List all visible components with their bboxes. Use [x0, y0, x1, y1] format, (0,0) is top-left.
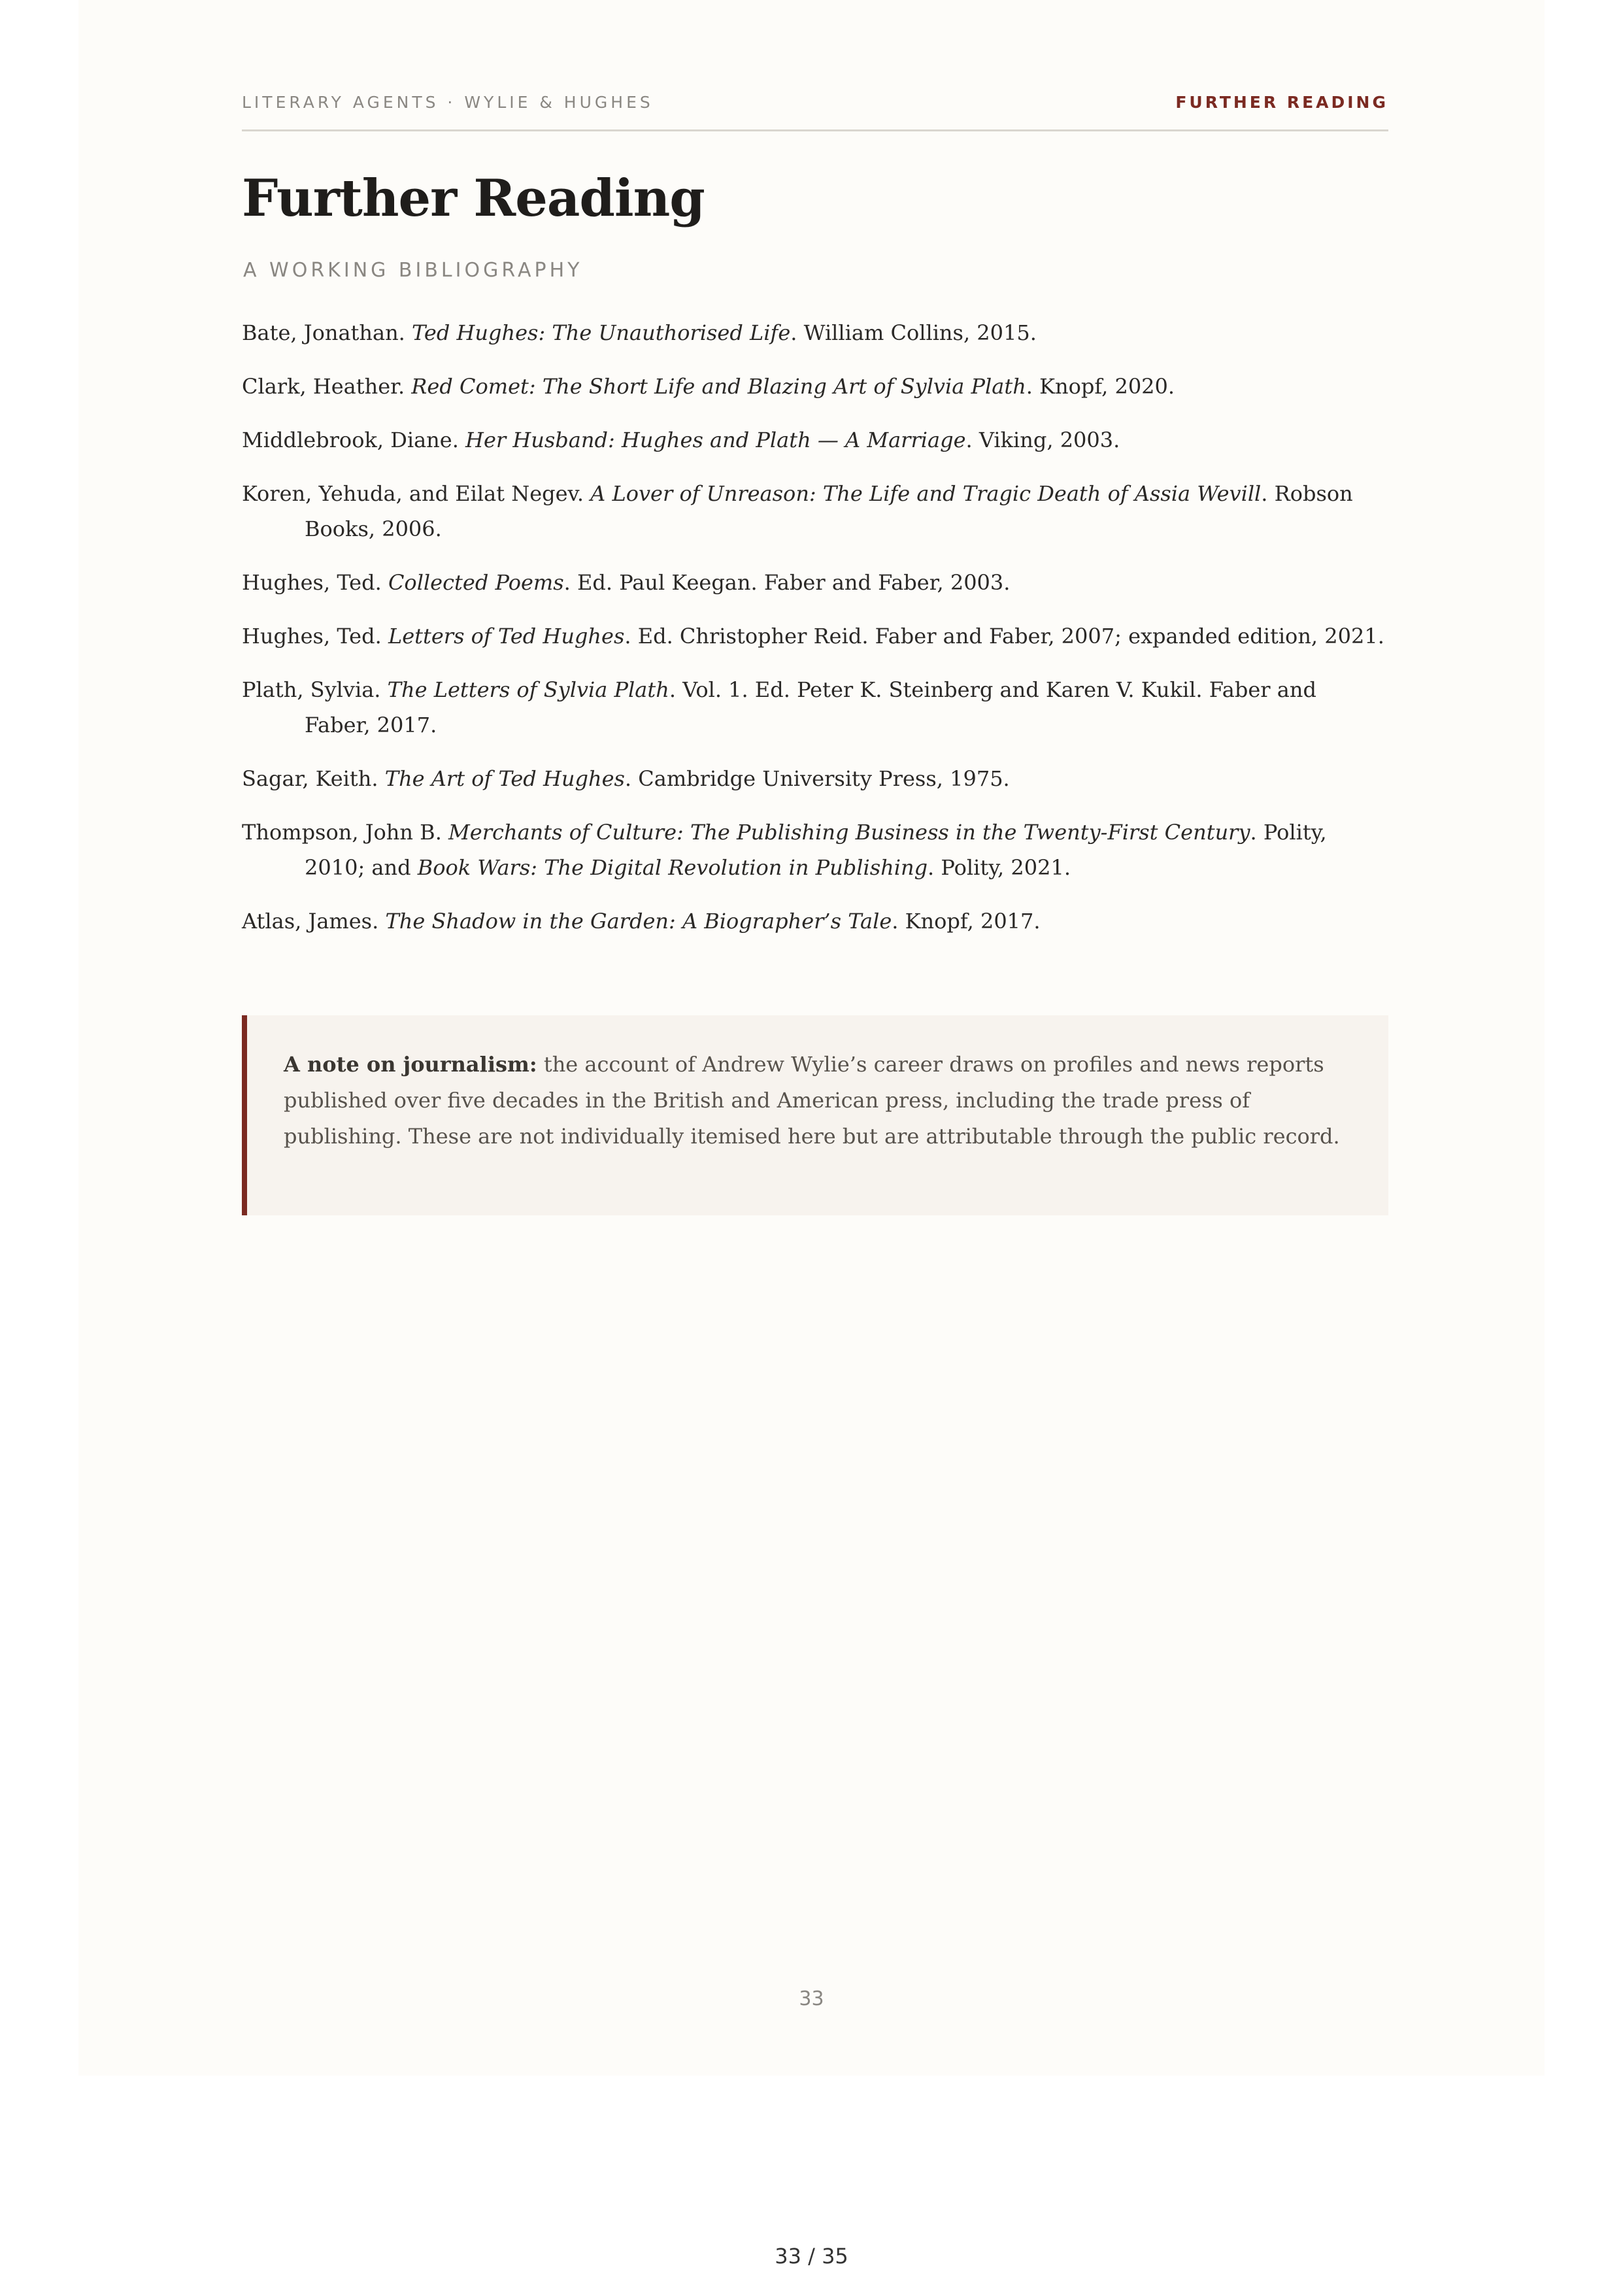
entry-author: Clark, Heather.: [242, 374, 412, 399]
running-header-left: LITERARY AGENTS · WYLIE & HUGHES: [242, 93, 654, 112]
entry-publication: . Ed. Paul Keegan. Faber and Faber, 2003.: [563, 570, 1011, 595]
entry-author: Sagar, Keith.: [242, 766, 385, 791]
entry-publication: . William Collins, 2015.: [790, 320, 1037, 345]
note-label: A note on journalism:: [284, 1052, 537, 1077]
entry-title: Letters of Ted Hughes: [388, 624, 625, 649]
bibliography-entry: [242, 369, 1388, 404]
bibliography-entry: [242, 618, 1388, 654]
entry-author: Middlebrook, Diane.: [242, 428, 466, 452]
entry-publication: . Polity, 2010; and: [305, 820, 1327, 880]
page-title: Further Reading: [242, 169, 705, 228]
entry-publication: . Vol. 1. Ed. Peter K. Steinberg and Karen V. Kukil. Faber and Faber, 2017.: [305, 677, 1316, 737]
entry-author: Koren, Yehuda, and Eilat Negev.: [242, 481, 591, 506]
bibliography-entry: [242, 476, 1388, 547]
entry-title: A Lover of Unreason: The Life and Tragic Death of Assia Wevill: [590, 481, 1262, 506]
running-header-right: FURTHER READING: [1175, 93, 1388, 112]
entry-title: Ted Hughes: The Unauthorised Life: [412, 320, 791, 345]
entry-title: Merchants of Culture: The Publishing Business in the Twenty-First Century: [448, 820, 1250, 845]
page-subtitle: A WORKING BIBLIOGRAPHY: [243, 259, 583, 282]
page-number: 33: [799, 1987, 824, 2010]
bibliography-entry: [242, 672, 1388, 743]
viewer-page-indicator: 33 / 35: [775, 2244, 848, 2269]
entry-author: Hughes, Ted.: [242, 624, 388, 649]
entry-publication: . Robson Books, 2006.: [305, 481, 1353, 541]
entry-author: Atlas, James.: [242, 909, 386, 934]
entry-title: Collected Poems: [388, 570, 564, 595]
bibliography-entry: [242, 565, 1388, 600]
bibliography-entry: [242, 815, 1388, 885]
bibliography-entry: [242, 903, 1388, 939]
bibliography-entry: [242, 761, 1388, 796]
entry-title: Her Husband: Hughes and Plath — A Marriage: [465, 428, 966, 452]
entry-title: The Letters of Sylvia Plath: [387, 677, 669, 702]
bibliography-entry: [242, 315, 1388, 350]
entry-title: Red Comet: The Short Life and Blazing Art of Sylvia Plath: [411, 374, 1026, 399]
bibliography-list: [242, 315, 1388, 957]
entry-title: The Art of Ted Hughes: [384, 766, 625, 791]
entry-author: Bate, Jonathan.: [242, 320, 412, 345]
entry-publication: . Ed. Christopher Reid. Faber and Faber, 2007; expanded edition, 2021.: [624, 624, 1384, 649]
entry-title-secondary: Book Wars: The Digital Revolution in Publishing: [417, 855, 928, 880]
entry-author: Plath, Sylvia.: [242, 677, 388, 702]
entry-publication: . Viking, 2003.: [965, 428, 1120, 452]
entry-publication-secondary: . Polity, 2021.: [928, 855, 1071, 880]
entry-publication: . Knopf, 2017.: [892, 909, 1041, 934]
entry-author: Hughes, Ted.: [242, 570, 388, 595]
bibliography-entry: [242, 422, 1388, 458]
note-text: the account of Andrew Wylie’s career draws on profiles and news reports published over five decades in the British and American press, including the trade press of publishing. These are not individually itemised here but are attributable through the public record.: [284, 1052, 1340, 1149]
entry-publication: . Cambridge University Press, 1975.: [624, 766, 1010, 791]
entry-author: Thompson, John B.: [242, 820, 449, 845]
running-header: [242, 90, 1388, 131]
entry-title: The Shadow in the Garden: A Biographer’s Tale: [385, 909, 892, 934]
entry-publication: . Knopf, 2020.: [1026, 374, 1175, 399]
journalism-note-callout: [242, 1015, 1388, 1215]
